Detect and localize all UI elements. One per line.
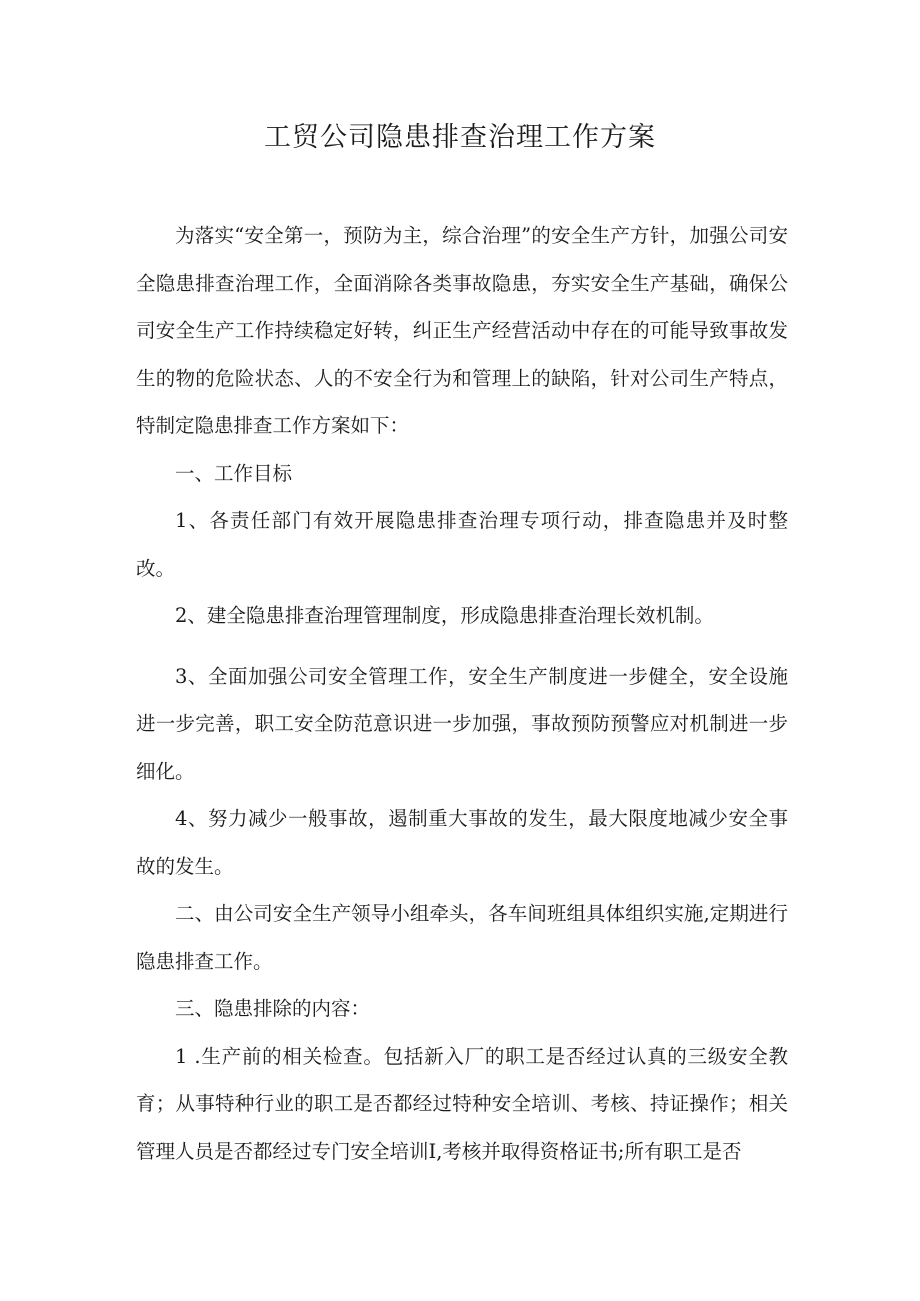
goal-item-4: 4、努力减少一般事故，遏制重大事故的发生，最大限度地减少安全事故的发生。 [136, 807, 788, 878]
goal-item-2: 2、建全隐患排查治理管理制度，形成隐患排查治理长效机制。 [175, 604, 714, 627]
goal-item-3: 3、全面加强公司安全管理工作，安全生产制度进一步健全，安全设施进一步完善，职工安全防范意识进一步加强，事故预防预警应对机制进一步细化。 [136, 664, 788, 783]
document-body [136, 212, 788, 1175]
section-heading-content: 三、隐患排除的内容： [175, 997, 371, 1020]
intro-paragraph: 为落实“安全第一，预防为主，综合治理”的安全生产方针，加强公司安全隐患排查治理工作，全面消除各类事故隐患，夯实安全生产基础，确保公司安全生产工作持续稳定好转，纠正生产经营活动中存在的可能导致事故发生的物的危险状态、人的不安全行为和管理上的缺陷，针对公司生产特点，特制定隐患排查工作方案如下： [136, 224, 788, 437]
section-organization: 二、由公司安全生产领导小组牵头，各车间班组具体组织实施,定期进行隐患排查工作。 [136, 902, 788, 973]
section-heading-goals: 一、工作目标 [175, 461, 293, 485]
document-title: 工贸公司隐患排查治理工作方案 [264, 122, 656, 153]
content-item-1: 1 .生产前的相关检查。包括新入厂的职工是否经过认真的三级安全教育；从事特种行业的职工是否都经过特种安全培训、考核、持证操作；相关管理人员是否都经过专门安全培训I,考核并取得资格证书;所有职工是否 [136, 1044, 788, 1163]
goal-item-1: 1、各责任部门有效开展隐患排查治理专项行动，排查隐患并及时整改。 [136, 509, 788, 580]
